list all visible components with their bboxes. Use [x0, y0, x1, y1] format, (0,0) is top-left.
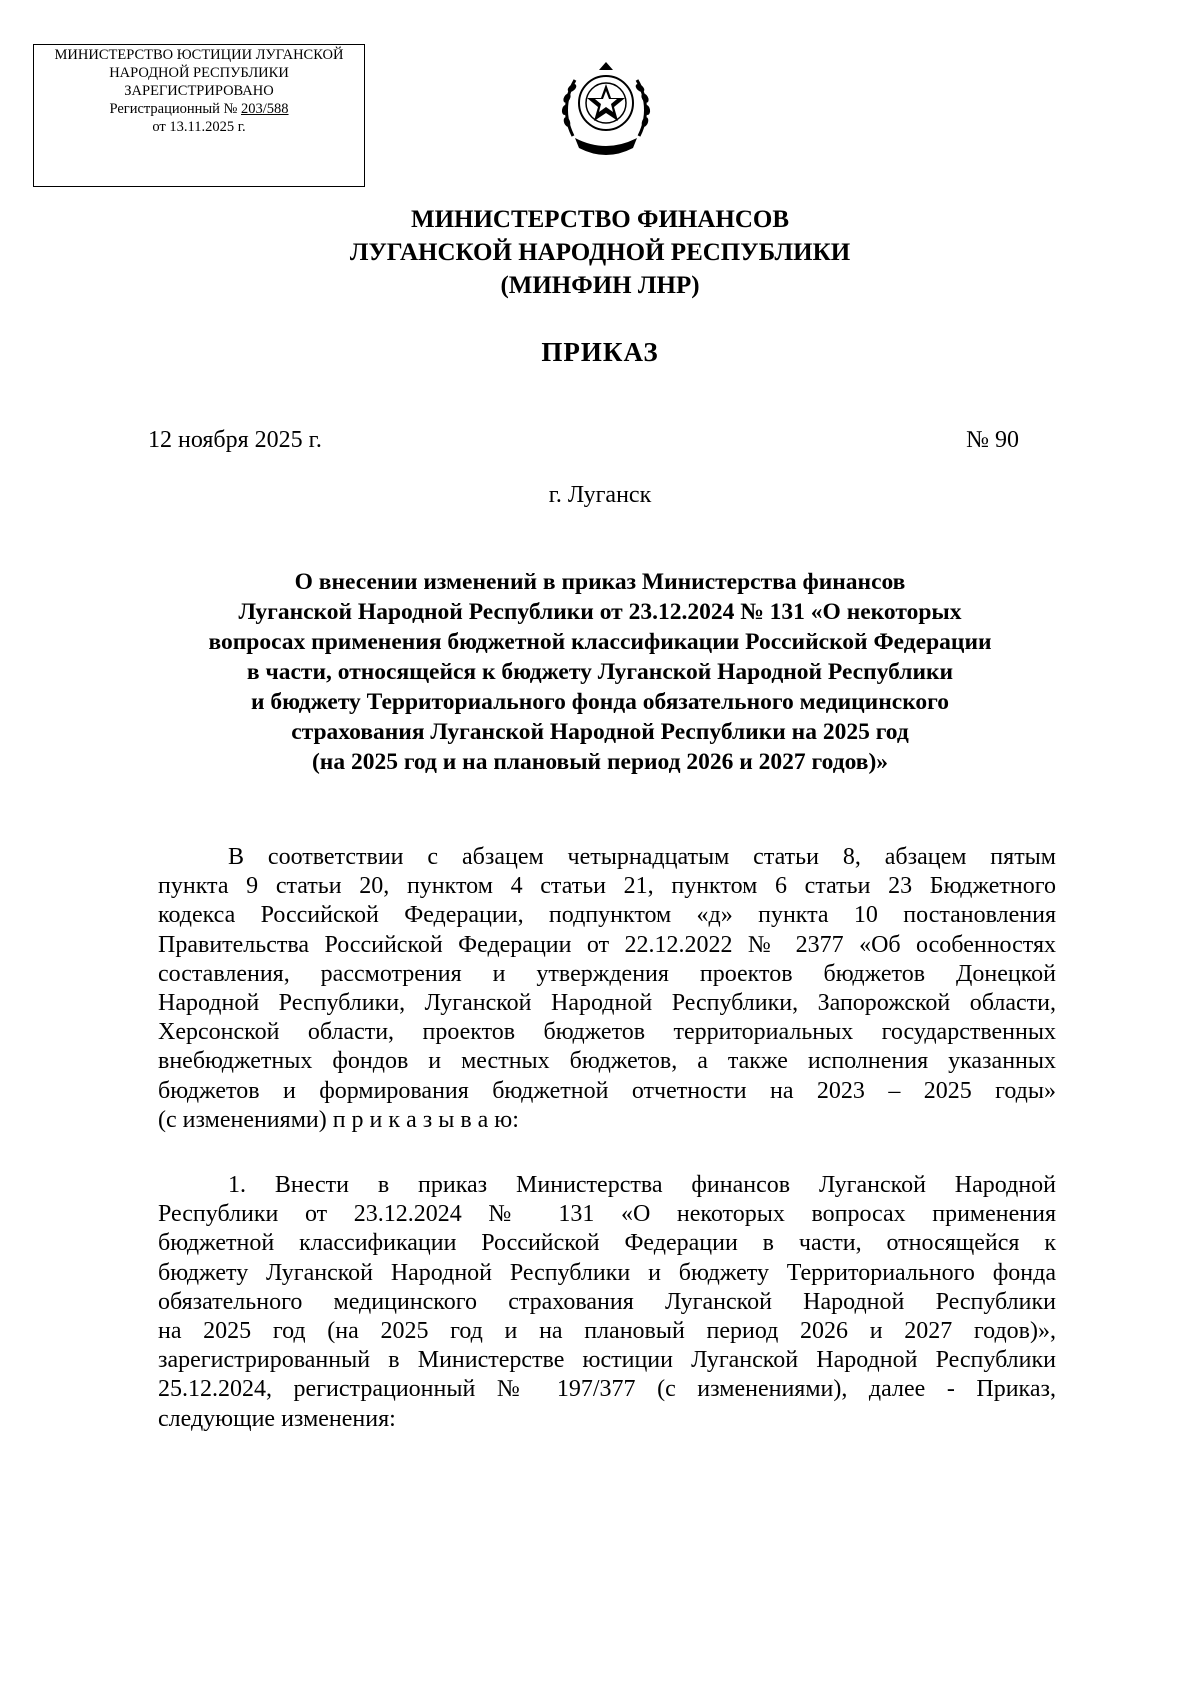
registration-stamp: [33, 44, 365, 187]
paragraph-line: зарегистрированный в Министерстве юстиции Луганской Народной Республики: [158, 1347, 1056, 1374]
document-date: 12 ноября 2025 г.: [148, 427, 322, 453]
coat-of-arms-emblem-icon: [555, 58, 657, 160]
paragraph-line: на 2025 год (на 2025 год и на плановый период 2026 и 2027 годов)»,: [158, 1318, 1056, 1345]
paragraph-line: кодекса Российской Федерации, подпунктом «д» пункта 10 постановления: [158, 902, 1056, 929]
preamble-paragraph: [158, 843, 1056, 1135]
stamp-reg-number: 203/588: [241, 101, 289, 117]
subject-line: страхования Луганской Народной Республики на 2025 год: [291, 719, 909, 745]
paragraph-line: бюджету Луганской Народной Республики и бюджету Территориального фонда: [158, 1259, 1056, 1286]
paragraph-line: бюджетов и формирования бюджетной отчетности на 2023 – 2025 годы»: [158, 1077, 1056, 1104]
paragraph-line: 1. Внести в приказ Министерства финансов Луганской Народной: [228, 1172, 1056, 1198]
paragraph-line: внебюджетных фондов и местных бюджетов, а также исполнения указанных: [158, 1048, 1056, 1075]
document-subject: [0, 567, 1200, 777]
paragraph-line: бюджетной классификации Российской Федерации в части, относящейся к: [158, 1230, 1056, 1257]
paragraph-line: Республики от 23.12.2024 № 131 «О некоторых вопросах применения: [158, 1201, 1056, 1228]
paragraph-line: В соответствии с абзацем четырнадцатым статьи 8, абзацем пятым: [228, 844, 1056, 870]
subject-line: и бюджету Территориального фонда обязательного медицинского: [250, 689, 950, 715]
stamp-line-registered: ЗАРЕГИСТРИРОВАНО: [124, 83, 274, 99]
subject-line: (на 2025 год и на плановый период 2026 и 2027 годов)»: [311, 749, 889, 775]
subject-line: вопросах применения бюджетной классификации Российской Федерации: [208, 629, 992, 655]
stamp-reg-date: от 13.11.2025 г.: [152, 119, 246, 135]
item-1-paragraph: [158, 1171, 1056, 1434]
subject-line: в части, относящейся к бюджету Луганской Народной Республики: [246, 659, 954, 685]
ministry-name: МИНИСТЕРСТВО ФИНАНСОВ: [410, 206, 790, 233]
paragraph-line: обязательного медицинского страхования Луганской Народной Республики: [158, 1288, 1056, 1315]
paragraph-line: Херсонской области, проектов бюджетов территориальных государственных: [158, 1019, 1056, 1046]
paragraph-line: 25.12.2024, регистрационный № 197/377 (с изменениями), далее - Приказ,: [158, 1376, 1056, 1403]
document-number: № 90: [966, 427, 1019, 453]
paragraph-line: (с изменениями) п р и к а з ы в а ю:: [158, 1106, 519, 1133]
stamp-line-ministry: МИНИСТЕРСТВО ЮСТИЦИИ ЛУГАНСКОЙ: [54, 47, 344, 63]
subject-line: Луганской Народной Республики от 23.12.2024 № 131 «О некоторых: [238, 599, 962, 625]
paragraph-line: Народной Республики, Луганской Народной Республики, Запорожской области,: [158, 990, 1056, 1017]
ministry-header: [0, 203, 1200, 302]
ministry-republic: ЛУГАНСКОЙ НАРОДНОЙ РЕСПУБЛИКИ: [349, 239, 851, 266]
document-city: г. Луганск: [548, 482, 652, 508]
subject-line: О внесении изменений в приказ Министерства финансов: [294, 569, 906, 595]
ministry-abbreviation: (МИНФИН ЛНР): [500, 272, 700, 299]
stamp-reg-label: Регистрационный №: [109, 101, 241, 117]
paragraph-line: пункта 9 статьи 20, пунктом 4 статьи 21, пунктом 6 статьи 23 Бюджетного: [158, 873, 1056, 900]
stamp-registration-line: [34, 100, 364, 118]
paragraph-line: Правительства Российской Федерации от 22.12.2022 № 2377 «Об особенностях: [158, 931, 1056, 958]
paragraph-line: составления, рассмотрения и утверждения проектов бюджетов Донецкой: [158, 960, 1056, 987]
document-type-title: ПРИКАЗ: [541, 337, 659, 367]
stamp-line-republic: НАРОДНОЙ РЕСПУБЛИКИ: [109, 65, 289, 81]
paragraph-line: следующие изменения:: [158, 1405, 396, 1432]
